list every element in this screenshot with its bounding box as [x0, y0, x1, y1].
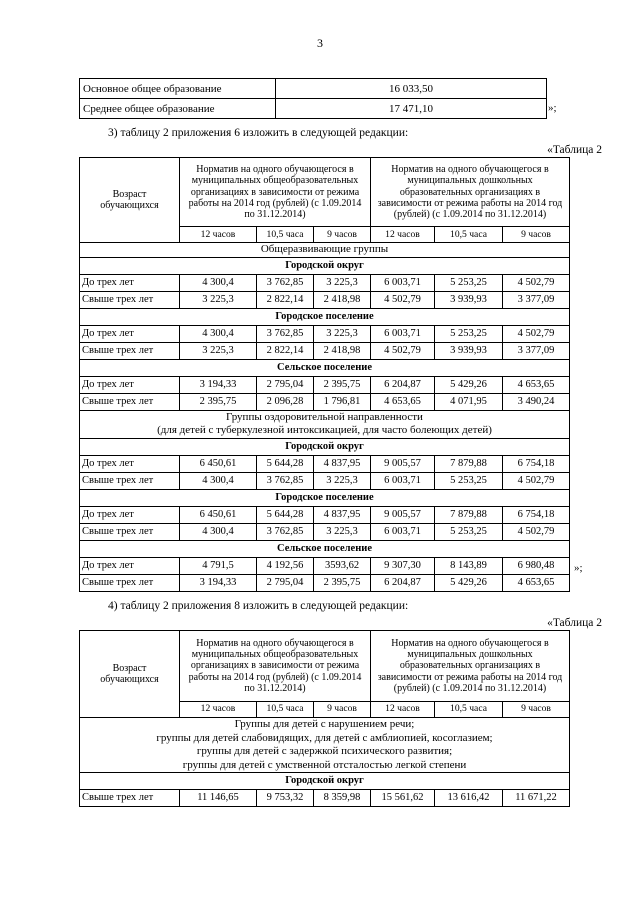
value-cell: 8 359,98: [314, 790, 371, 807]
table-row: [80, 523, 570, 540]
table-row: [80, 99, 547, 119]
value-cell: 2 395,75: [180, 393, 257, 410]
age-label: Свыше трех лет: [80, 790, 180, 807]
value-cell: 3 194,33: [180, 574, 257, 591]
table-row: [80, 359, 570, 376]
value-cell: 3 762,85: [257, 274, 314, 291]
value-cell: 3 225,3: [314, 325, 371, 342]
table-row: [80, 557, 570, 574]
age-label: До трех лет: [80, 506, 180, 523]
group-heading: [80, 243, 570, 258]
value-cell: 5 429,26: [435, 376, 503, 393]
age-label: До трех лет: [80, 325, 180, 342]
value-cell: 6 003,71: [371, 274, 435, 291]
age-header: Возраст обучающихся: [80, 158, 180, 243]
value-cell: 6 204,87: [371, 376, 435, 393]
value-cell: 4 791,5: [180, 557, 257, 574]
preschool-norm-header: Норматив на одного обучающегося в муниципальных дошкольных образовательных организациях в зависимости от режима работы на 2014 год (рублей) (с 1.09.2014 по 31.12.2014): [371, 631, 570, 702]
value-cell: 4 300,4: [180, 523, 257, 540]
header-row: [80, 158, 570, 227]
top-row-label: Среднее общее образование: [80, 99, 276, 119]
table-row: [80, 438, 570, 455]
value-cell: 11 671,22: [503, 790, 570, 807]
table-row: [80, 410, 570, 438]
value-cell: 8 143,89: [435, 557, 503, 574]
value-cell: 2 395,75: [314, 574, 371, 591]
group-heading-line: группы для детей с задержкой психического развития;: [196, 745, 453, 757]
age-header: Возраст обучающихся: [80, 631, 180, 718]
section-heading: Городское поселение: [80, 489, 570, 506]
value-cell: 2 822,14: [257, 342, 314, 359]
preschool-norm-header: Норматив на одного обучающегося в муниципальных дошкольных образовательных организациях в зависимости от режима работы на 2014 год (рублей) (с 1.09.2014 по 31.12.2014): [371, 158, 570, 227]
value-cell: 5 644,28: [257, 455, 314, 472]
table-row: [80, 342, 570, 359]
age-label: Свыше трех лет: [80, 291, 180, 308]
age-label: Свыше трех лет: [80, 574, 180, 591]
value-cell: 13 616,42: [435, 790, 503, 807]
value-cell: 4 502,79: [503, 274, 570, 291]
value-cell: 3 225,3: [314, 274, 371, 291]
hours-cell: 10,5 часа: [257, 701, 314, 717]
value-cell: 9 307,30: [371, 557, 435, 574]
value-cell: 11 146,65: [180, 790, 257, 807]
value-cell: 5 253,25: [435, 325, 503, 342]
table-row: [80, 489, 570, 506]
hours-cell: 9 часов: [503, 227, 570, 243]
value-cell: 4 653,65: [503, 574, 570, 591]
value-cell: 5 253,25: [435, 523, 503, 540]
value-cell: 2 395,75: [314, 376, 371, 393]
paragraph-3: 3) таблицу 2 приложения 6 изложить в следующей редакции:: [108, 127, 409, 139]
value-cell: 3 490,24: [503, 393, 570, 410]
value-cell: 6 450,61: [180, 506, 257, 523]
group-heading: [80, 718, 570, 773]
table-row: [80, 393, 570, 410]
value-cell: 6 003,71: [371, 472, 435, 489]
value-cell: 3 225,3: [180, 291, 257, 308]
hours-cell: 9 часов: [314, 227, 371, 243]
page-number: 3: [317, 36, 323, 50]
section-heading: Сельское поселение: [80, 540, 570, 557]
top-table-closing: »;: [548, 102, 557, 114]
value-cell: 6 204,87: [371, 574, 435, 591]
value-cell: 2 795,04: [257, 574, 314, 591]
hours-cell: 12 часов: [180, 227, 257, 243]
table-1: [79, 157, 570, 592]
value-cell: 9 005,57: [371, 455, 435, 472]
table-row: [80, 773, 570, 790]
table-row: [80, 790, 570, 807]
section-heading: Сельское поселение: [80, 359, 570, 376]
hours-cell: 12 часов: [371, 701, 435, 717]
value-cell: 9 753,32: [257, 790, 314, 807]
value-cell: 4 502,79: [503, 325, 570, 342]
section-heading: Городской округ: [80, 773, 570, 790]
value-cell: 3 762,85: [257, 523, 314, 540]
value-cell: 6 450,61: [180, 455, 257, 472]
value-cell: 6 003,71: [371, 325, 435, 342]
age-label: Свыше трех лет: [80, 523, 180, 540]
table-row: [80, 274, 570, 291]
value-cell: 15 561,62: [371, 790, 435, 807]
table-row: [80, 376, 570, 393]
age-label: До трех лет: [80, 376, 180, 393]
value-cell: 4 653,65: [503, 376, 570, 393]
age-label: Свыше трех лет: [80, 472, 180, 489]
value-cell: 5 644,28: [257, 506, 314, 523]
section-heading: Городской округ: [80, 257, 570, 274]
header-row: [80, 631, 570, 702]
schools-norm-header: Норматив на одного обучающегося в муниципальных общеобразовательных организациях в зависимости от режима работы на 2014 год (рублей) (с 1.09.2014 по 31.12.2014): [180, 158, 371, 227]
group-heading-line: Группы для детей с нарушением речи;: [234, 718, 415, 730]
top-row-label: Основное общее образование: [80, 79, 276, 99]
table-2-title: «Таблица 2: [547, 617, 602, 629]
age-label: Свыше трех лет: [80, 393, 180, 410]
table-row: [80, 718, 570, 773]
value-cell: 4 192,56: [257, 557, 314, 574]
value-cell: 2 418,98: [314, 342, 371, 359]
hours-cell: 9 часов: [314, 701, 371, 717]
table-row: [80, 325, 570, 342]
group-heading-line: группы для детей с умственной отсталостью легкой степени: [182, 758, 467, 771]
age-label: До трех лет: [80, 455, 180, 472]
value-cell: 5 253,25: [435, 472, 503, 489]
value-cell: 5 429,26: [435, 574, 503, 591]
value-cell: 9 005,57: [371, 506, 435, 523]
value-cell: 3 939,93: [435, 291, 503, 308]
value-cell: 3 762,85: [257, 472, 314, 489]
table-row: [80, 574, 570, 591]
value-cell: 4 502,79: [371, 291, 435, 308]
value-cell: 4 071,95: [435, 393, 503, 410]
hours-cell: 12 часов: [180, 701, 257, 717]
value-cell: 3 762,85: [257, 325, 314, 342]
hours-cell: 12 часов: [371, 227, 435, 243]
hours-cell: 9 часов: [503, 701, 570, 717]
paragraph-4: 4) таблицу 2 приложения 8 изложить в следующей редакции:: [108, 600, 409, 612]
hours-cell: 10,5 часа: [257, 227, 314, 243]
value-cell: 2 822,14: [257, 291, 314, 308]
value-cell: 3 377,09: [503, 342, 570, 359]
top-table: [79, 78, 547, 119]
top-row-value: 17 471,10: [276, 99, 547, 119]
table-row: [80, 243, 570, 258]
table-1-title: «Таблица 2: [547, 144, 602, 156]
table-row: [80, 79, 547, 99]
value-cell: 7 879,88: [435, 506, 503, 523]
value-cell: 3 939,93: [435, 342, 503, 359]
hours-cell: 10,5 часа: [435, 701, 503, 717]
table-row: [80, 455, 570, 472]
value-cell: 4 502,79: [371, 342, 435, 359]
age-label: Свыше трех лет: [80, 342, 180, 359]
value-cell: 4 300,4: [180, 274, 257, 291]
group-heading-text: Общеразвивающие группы: [260, 243, 389, 255]
value-cell: 3 225,3: [314, 472, 371, 489]
group-heading: [80, 410, 570, 438]
age-label: До трех лет: [80, 274, 180, 291]
value-cell: 4 837,95: [314, 506, 371, 523]
section-heading: Городское поселение: [80, 308, 570, 325]
value-cell: 3 225,3: [180, 342, 257, 359]
age-label: До трех лет: [80, 557, 180, 574]
table-row: [80, 540, 570, 557]
value-cell: 3 225,3: [314, 523, 371, 540]
value-cell: 6 003,71: [371, 523, 435, 540]
table-row: [80, 291, 570, 308]
value-cell: 3 377,09: [503, 291, 570, 308]
value-cell: 3 194,33: [180, 376, 257, 393]
table-row: [80, 308, 570, 325]
value-cell: 4 300,4: [180, 325, 257, 342]
value-cell: 6 754,18: [503, 455, 570, 472]
value-cell: 4 653,65: [371, 393, 435, 410]
table-1-closing: »;: [574, 562, 583, 574]
schools-norm-header: Норматив на одного обучающегося в муниципальных общеобразовательных организациях в зависимости от режима работы на 2014 год (рублей) (с 1.09.2014 по 31.12.2014): [180, 631, 371, 702]
value-cell: 7 879,88: [435, 455, 503, 472]
value-cell: 4 837,95: [314, 455, 371, 472]
value-cell: 6 980,48: [503, 557, 570, 574]
value-cell: 5 253,25: [435, 274, 503, 291]
value-cell: 6 754,18: [503, 506, 570, 523]
top-row-value: 16 033,50: [276, 79, 547, 99]
value-cell: 2 096,28: [257, 393, 314, 410]
value-cell: 2 418,98: [314, 291, 371, 308]
value-cell: 1 796,81: [314, 393, 371, 410]
table-row: [80, 506, 570, 523]
group-heading-line: группы для детей слабовидящих, для детей с амблиопией, косоглазием;: [156, 731, 493, 744]
table-2: [79, 630, 570, 807]
hours-cell: 10,5 часа: [435, 227, 503, 243]
table-row: [80, 472, 570, 489]
value-cell: 4 502,79: [503, 472, 570, 489]
value-cell: 3593,62: [314, 557, 371, 574]
section-heading: Городской округ: [80, 438, 570, 455]
group-heading-text: Группы оздоровительной направленности: [226, 410, 423, 423]
group-heading-subtext: (для детей с туберкулезной интоксикацией, для часто болеющих детей): [157, 424, 492, 436]
table-row: [80, 257, 570, 274]
value-cell: 4 300,4: [180, 472, 257, 489]
value-cell: 2 795,04: [257, 376, 314, 393]
value-cell: 4 502,79: [503, 523, 570, 540]
